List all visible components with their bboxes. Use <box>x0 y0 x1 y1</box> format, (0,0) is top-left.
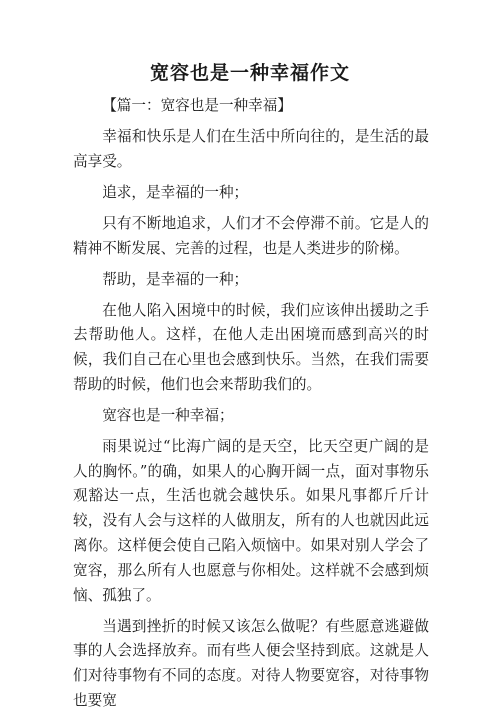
document-body <box>73 94 429 720</box>
paragraph: 在他人陷入困境中的时候，我们应该伸出援助之手去帮助他人。这样，在他人走出困境而感到高兴的时候，我们自己在心里也会感到快乐。当然，在我们需要帮助的时候，他们也会来帮助我们的。 <box>73 301 429 393</box>
section-heading: 【篇一：宽容也是一种幸福】 <box>102 97 292 114</box>
paragraph: 雨果说过“比海广阔的是天空，比天空更广阔的是人的胸怀。”的确，如果人的心胸开阔一点，面对事物乐观豁达一点，生活也就会越快乐。如果凡事都斤斤计较，没有人会与这样的人做朋友，所有的人也就因此远离你。这样便会使自己陷入烦恼中。如果对别人学会了宽容，那么所有人也愿意与你相处。这样就不会感到烦恼、孤独了。 <box>73 437 429 604</box>
paragraph: 帮助，是幸福的一种； <box>102 270 249 288</box>
paragraph: 当遇到挫折的时候又该怎么做呢？有些愿意逃避做事的人会选择放弃。而有些人便会坚持到底。这就是人们对待事物有不同的态度。对待人物要宽容，对待事物也要宽 <box>73 617 429 710</box>
paragraph: 只有不断地追求，人们才不会停滞不前。它是人的精神不断发展、完善的过程，也是人类进步的阶梯。 <box>73 214 429 257</box>
document-title: 宽容也是一种幸福作文 <box>149 62 350 84</box>
paragraph: 追求，是幸福的一种； <box>102 183 249 201</box>
paragraph: 宽容也是一种幸福； <box>102 406 234 424</box>
paragraph: 幸福和快乐是人们在生活中所向往的，是生活的最高享受。 <box>73 127 429 170</box>
